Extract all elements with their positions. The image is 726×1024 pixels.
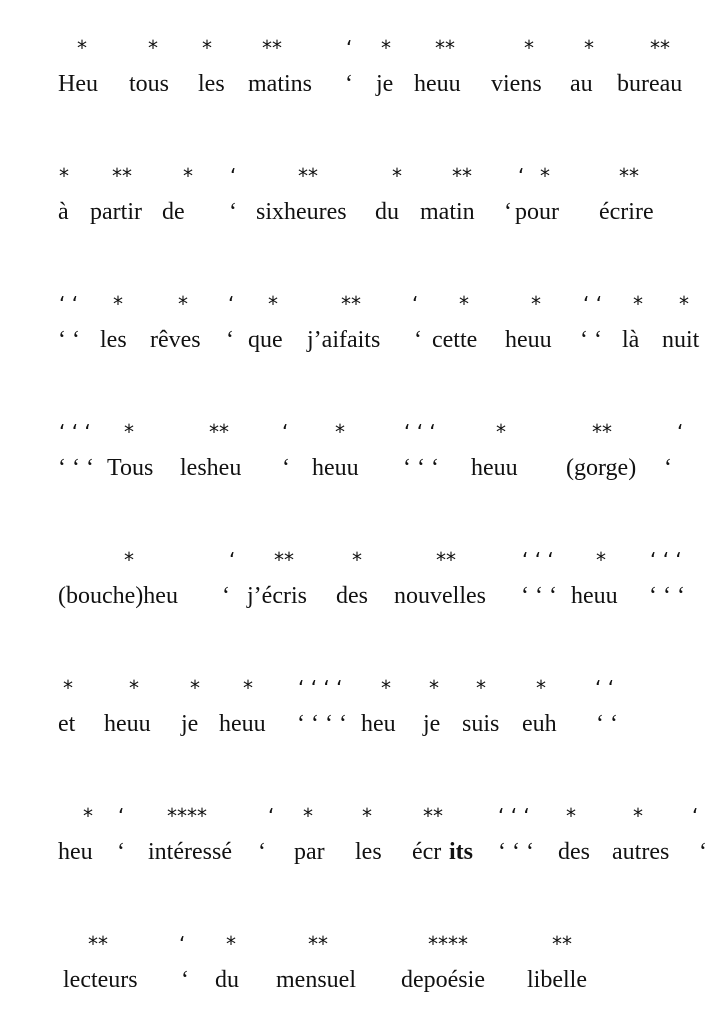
line-1-text: [0, 70, 726, 110]
word: des: [558, 839, 590, 865]
mark: *: [381, 676, 391, 700]
word: tous: [129, 71, 170, 97]
mark: ‘: [268, 804, 275, 828]
mark: **: [423, 804, 443, 828]
word: je: [423, 711, 441, 737]
mark: **: [274, 548, 294, 572]
mark: *: [77, 36, 87, 60]
line-2-text: [0, 198, 726, 238]
mark: ‘: [228, 292, 235, 316]
word: viens: [491, 71, 542, 97]
mark: ‘: [677, 420, 684, 444]
mark: *: [303, 804, 313, 828]
word: heu: [361, 711, 396, 737]
mark: ‘: [230, 164, 237, 188]
word: du: [215, 967, 239, 993]
mark: ‘: [229, 548, 236, 572]
mark: *: [190, 676, 200, 700]
mark: *: [243, 676, 253, 700]
mark: *: [496, 420, 506, 444]
word: du: [375, 199, 399, 225]
mark: **: [88, 932, 108, 956]
mark: ‘ ‘ ‘: [498, 804, 530, 828]
word: ‘: [117, 839, 125, 865]
word: heu: [58, 839, 93, 865]
word: euh: [522, 711, 557, 737]
mark: ‘: [282, 420, 289, 444]
mark: *: [584, 36, 594, 60]
mark: **: [435, 36, 455, 60]
word: heuu: [471, 455, 518, 481]
word: que: [248, 327, 283, 353]
mark: ‘: [346, 36, 353, 60]
word: cette: [432, 327, 478, 353]
mark: *: [596, 548, 606, 572]
word: heuu: [312, 455, 359, 481]
mark: *: [113, 292, 123, 316]
word: ‘: [222, 583, 230, 609]
mark: ‘ ‘: [583, 292, 603, 316]
mark: **: [341, 292, 361, 316]
word: intéressé: [148, 839, 232, 865]
word: ‘: [699, 839, 707, 865]
word: à: [58, 199, 69, 225]
mark: **: [436, 548, 456, 572]
word: nouvelles: [394, 583, 486, 609]
mark: **: [619, 164, 639, 188]
mark: ‘ ‘: [595, 676, 615, 700]
mark: *: [59, 164, 69, 188]
word: par: [294, 839, 325, 865]
word: matins: [248, 71, 312, 97]
mark: ‘ ‘ ‘ ‘: [298, 676, 343, 700]
mark: ‘ ‘ ‘: [522, 548, 554, 572]
mark: *: [476, 676, 486, 700]
mark: *: [124, 420, 134, 444]
mark: *: [531, 292, 541, 316]
word: lecteurs: [63, 967, 138, 993]
word: les: [198, 71, 225, 97]
word: heuu: [414, 71, 461, 97]
word: ‘: [664, 455, 672, 481]
mark: **: [650, 36, 670, 60]
word: je: [376, 71, 394, 97]
word: ‘ ‘ ‘: [58, 455, 94, 481]
word: écr: [412, 839, 442, 865]
word: sixheures: [256, 199, 347, 225]
mark: ‘ ‘: [59, 292, 79, 316]
word: écrire: [599, 199, 654, 225]
word: ‘ ‘: [580, 327, 602, 353]
word: partir: [90, 199, 142, 225]
word: ‘ ‘ ‘ ‘: [297, 711, 347, 737]
line-8-text: [0, 966, 726, 1006]
word: ‘ ‘ ‘: [498, 839, 534, 865]
word: les: [100, 327, 127, 353]
mark: **: [112, 164, 132, 188]
mark: *: [679, 292, 689, 316]
word: nuit: [662, 327, 700, 353]
mark: *: [268, 292, 278, 316]
word: (bouche)heu: [58, 583, 178, 609]
word: heuu: [219, 711, 266, 737]
mark: **: [262, 36, 282, 60]
word: (gorge): [566, 455, 637, 481]
word: des: [336, 583, 368, 609]
mark: ‘ ‘ ‘: [650, 548, 682, 572]
mark: ‘: [118, 804, 125, 828]
word: matin: [420, 199, 475, 225]
word: de: [162, 199, 185, 225]
word: ‘: [258, 839, 266, 865]
word: ‘: [414, 327, 422, 353]
word: ‘: [345, 71, 353, 97]
mark: ‘: [179, 932, 186, 956]
word: ‘: [504, 199, 512, 225]
mark: ****: [167, 804, 207, 828]
mark: ****: [428, 932, 468, 956]
mark: *: [381, 36, 391, 60]
word: et: [58, 711, 76, 737]
mark: *: [362, 804, 372, 828]
mark: **: [452, 164, 472, 188]
word: mensuel: [276, 967, 356, 993]
word: Tous: [107, 455, 154, 481]
mark: *: [124, 548, 134, 572]
word: ‘: [282, 455, 290, 481]
mark: *: [226, 932, 236, 956]
mark: *: [633, 292, 643, 316]
word: Heu: [58, 71, 98, 97]
mark: ‘: [412, 292, 419, 316]
mark: *: [524, 36, 534, 60]
mark: *: [83, 804, 93, 828]
mark: **: [298, 164, 318, 188]
word: depoésie: [401, 967, 485, 993]
line-3-text: [0, 326, 726, 366]
word: suis: [462, 711, 500, 737]
mark: **: [209, 420, 229, 444]
mark: *: [540, 164, 550, 188]
word: ‘ ‘ ‘: [521, 583, 557, 609]
mark: *: [183, 164, 193, 188]
word: j’aifaits: [307, 327, 381, 353]
mark: *: [335, 420, 345, 444]
mark: **: [308, 932, 328, 956]
mark: *: [429, 676, 439, 700]
word: là: [622, 327, 640, 353]
word: lesheu: [180, 455, 242, 481]
line-6-text: [0, 710, 726, 750]
word: pour: [515, 199, 559, 225]
line-4-text: [0, 454, 726, 494]
line-5-text: [0, 582, 726, 622]
word: ‘ ‘: [596, 711, 618, 737]
word: j’écris: [247, 583, 307, 609]
mark: *: [536, 676, 546, 700]
word: ‘ ‘: [58, 327, 80, 353]
mark: ‘ ‘ ‘: [59, 420, 91, 444]
word: heuu: [571, 583, 618, 609]
word: libelle: [527, 967, 587, 993]
word: ‘: [181, 967, 189, 993]
mark: *: [633, 804, 643, 828]
word-bold: its: [449, 839, 473, 865]
mark: *: [63, 676, 73, 700]
word: au: [570, 71, 593, 97]
mark: *: [392, 164, 402, 188]
word: bureau: [617, 71, 683, 97]
mark: *: [178, 292, 188, 316]
mark: ‘ ‘ ‘: [404, 420, 436, 444]
word: je: [181, 711, 199, 737]
word: rêves: [150, 327, 201, 353]
line-7-text: [0, 838, 726, 878]
mark: *: [148, 36, 158, 60]
word: heuu: [104, 711, 151, 737]
word: autres: [612, 839, 670, 865]
mark: *: [352, 548, 362, 572]
word: les: [355, 839, 382, 865]
word: heuu: [505, 327, 552, 353]
word: ‘ ‘ ‘: [649, 583, 685, 609]
mark: **: [552, 932, 572, 956]
mark: **: [592, 420, 612, 444]
mark: ‘: [518, 164, 525, 188]
word: ‘ ‘ ‘: [403, 455, 439, 481]
mark: *: [459, 292, 469, 316]
word: ‘: [226, 327, 234, 353]
mark: ‘: [692, 804, 699, 828]
mark: *: [129, 676, 139, 700]
mark: *: [202, 36, 212, 60]
word: ‘: [229, 199, 237, 225]
mark: *: [566, 804, 576, 828]
